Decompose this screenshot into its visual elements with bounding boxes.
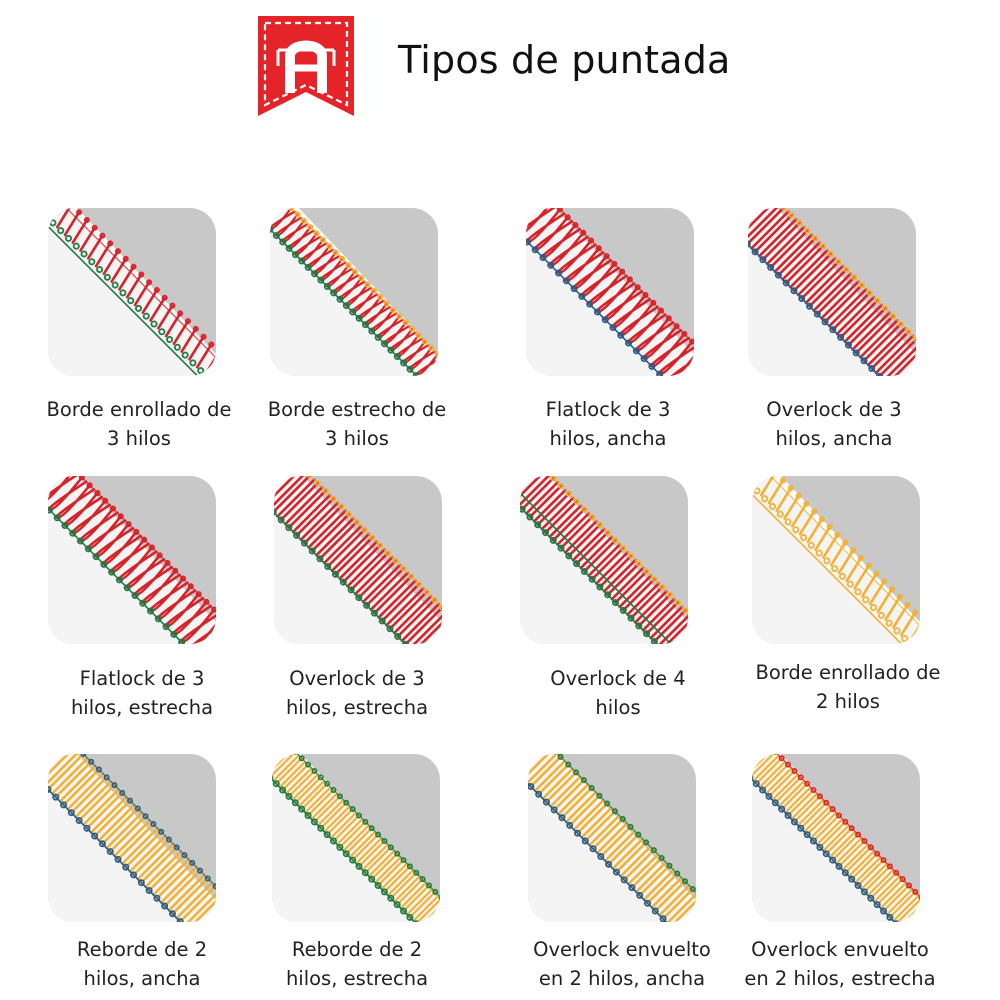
stitch-caption-line: hilos, estrecha xyxy=(285,696,429,719)
stitch-swatch-reborde-2-hilos-estrecha xyxy=(272,754,440,922)
page-title: Tipos de puntada xyxy=(398,38,731,82)
stitch-caption-line: 3 hilos xyxy=(325,427,389,450)
stitch-caption-line: hilos, ancha xyxy=(83,967,201,990)
stitch-caption-line: Borde enrollado de xyxy=(46,398,232,421)
stitch-caption-line: hilos, ancha xyxy=(775,427,893,450)
stitch-swatch-borde-estrecho-3-hilos xyxy=(270,208,438,376)
stitch-caption-line: 2 hilos xyxy=(816,690,880,713)
stitch-caption xyxy=(728,658,968,716)
stitch-swatch-overlock-3-hilos-ancha xyxy=(748,208,916,376)
stitch-caption xyxy=(488,395,728,453)
stitch-caption-line: Borde estrecho de xyxy=(267,398,447,421)
stitch-caption-line: Overlock envuelto xyxy=(533,938,711,961)
stitch-swatch-borde-enrollado-2-hilos xyxy=(752,476,920,644)
stitch-swatch-overlock-3-hilos-estrecha xyxy=(274,476,442,644)
stitch-swatch-reborde-2-hilos-ancha xyxy=(48,754,216,922)
stitch-caption-line: Flatlock de 3 xyxy=(79,667,205,690)
stitch-swatch-borde-enrollado-3-hilos xyxy=(48,208,216,376)
stitch-caption xyxy=(714,395,954,453)
stitch-caption-line: Reborde de 2 xyxy=(76,938,208,961)
stitch-swatch-overlock-envuelto-2-hilos-estrecha xyxy=(752,754,920,922)
stitch-caption-line: Reborde de 2 xyxy=(291,938,423,961)
stitch-caption xyxy=(237,395,477,453)
stitch-caption-line: Overlock de 3 xyxy=(766,398,902,421)
stitch-caption xyxy=(498,664,738,722)
stitch-caption-line: Flatlock de 3 xyxy=(545,398,671,421)
stitch-caption xyxy=(237,935,477,993)
stitch-caption xyxy=(237,664,477,722)
stitch-caption-line: Borde enrollado de xyxy=(755,661,941,684)
stitch-swatch-overlock-4-hilos xyxy=(520,476,688,644)
stitch-caption xyxy=(19,395,259,453)
stitch-swatch-flatlock-3-hilos-estrecha xyxy=(48,476,216,644)
stitch-caption-line: hilos xyxy=(595,696,641,719)
letter-a-bookmark-icon xyxy=(256,14,356,118)
stitch-swatch-overlock-envuelto-2-hilos-ancha xyxy=(528,754,696,922)
stitch-caption xyxy=(720,935,960,993)
stitch-caption-line: Overlock de 3 xyxy=(289,667,425,690)
stitch-caption xyxy=(502,935,742,993)
page-header xyxy=(0,0,1000,130)
stitch-caption xyxy=(22,664,262,722)
stitch-caption-line: en 2 hilos, ancha xyxy=(538,967,706,990)
stitch-caption-line: en 2 hilos, estrecha xyxy=(744,967,936,990)
stitch-caption-line: Overlock de 4 xyxy=(550,667,686,690)
stitch-caption-line: Overlock envuelto xyxy=(751,938,929,961)
stitch-caption-line: hilos, ancha xyxy=(549,427,667,450)
stitch-caption-line: hilos, estrecha xyxy=(70,696,214,719)
stitch-caption-line: 3 hilos xyxy=(107,427,171,450)
stitch-caption-line: hilos, estrecha xyxy=(285,967,429,990)
stitch-swatch-flatlock-3-hilos-ancha xyxy=(526,208,694,376)
stitch-caption xyxy=(22,935,262,993)
